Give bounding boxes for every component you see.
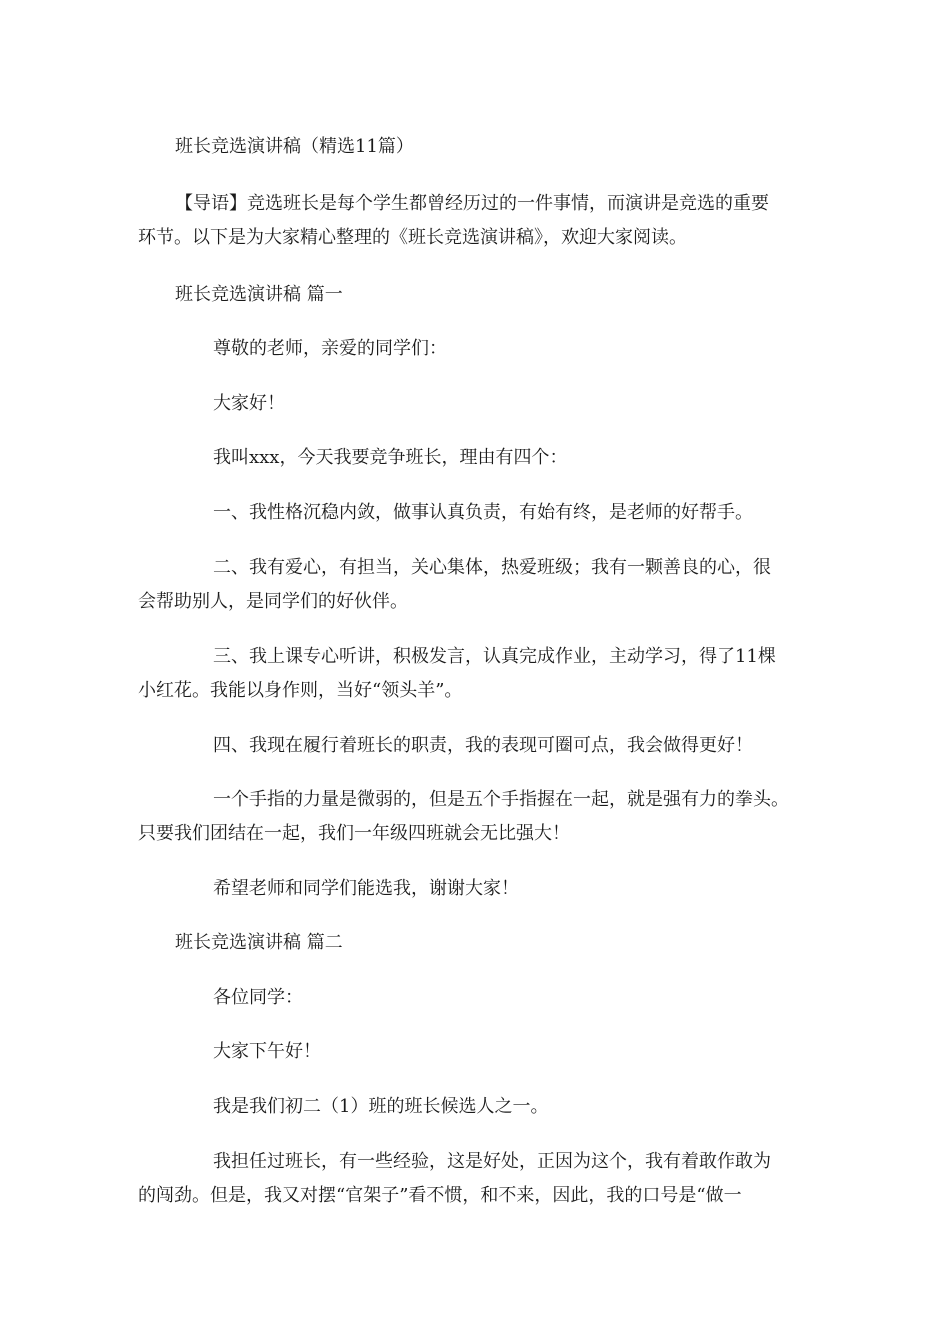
section1-greeting: 尊敬的老师，亲爱的同学们： xyxy=(213,338,447,359)
section2-paragraph-1: 我是我们初二（1）班的班长候选人之一。 xyxy=(213,1096,549,1117)
section1-paragraph-3-line-2: 会帮助别人，是同学们的好伙伴。 xyxy=(138,591,408,612)
section1-paragraph-5: 四、我现在履行着班长的职责，我的表现可圈可点，我会做得更好！ xyxy=(213,735,753,756)
section1-paragraph-3-line-1: 二、我有爱心，有担当，关心集体，热爱班级；我有一颗善良的心，很 xyxy=(213,557,771,578)
section1-paragraph-6-line-2: 只要我们团结在一起，我们一年级四班就会无比强大！ xyxy=(138,823,570,844)
section1-paragraph-6-line-1: 一个手指的力量是微弱的，但是五个手指握在一起，就是强有力的拳头。 xyxy=(213,789,789,810)
section2-paragraph-2-line-2: 的闯劲。但是，我又对摆“官架子”看不惯，和不来，因此，我的口号是“做一 xyxy=(138,1185,742,1206)
section1-hello: 大家好！ xyxy=(213,393,285,414)
section1-paragraph-7: 希望老师和同学们能选我，谢谢大家！ xyxy=(213,878,519,899)
section1-paragraph-2: 一、我性格沉稳内敛，做事认真负责，有始有终，是老师的好帮手。 xyxy=(213,502,753,523)
document-title: 班长竞选演讲稿（精选11篇） xyxy=(175,136,414,157)
section1-paragraph-4-line-2: 小红花。我能以身作则，当好“领头羊”。 xyxy=(138,680,463,701)
intro-line-1: 【导语】竞选班长是每个学生都曾经历过的一件事情，而演讲是竞选的重要 xyxy=(175,193,769,214)
section2-hello: 大家下午好！ xyxy=(213,1041,321,1062)
section1-paragraph-4-line-1: 三、我上课专心听讲，积极发言，认真完成作业，主动学习，得了11棵 xyxy=(213,646,776,667)
section2-paragraph-2-line-1: 我担任过班长，有一些经验，这是好处，正因为这个，我有着敢作敢为 xyxy=(213,1151,771,1172)
section2-greeting: 各位同学： xyxy=(213,987,303,1008)
section1-paragraph-1: 我叫xxx，今天我要竞争班长，理由有四个： xyxy=(213,447,568,468)
section1-heading: 班长竞选演讲稿 篇一 xyxy=(175,284,343,305)
section2-heading: 班长竞选演讲稿 篇二 xyxy=(175,932,343,953)
intro-line-2: 环节。以下是为大家精心整理的《班长竞选演讲稿》，欢迎大家阅读。 xyxy=(138,227,687,248)
